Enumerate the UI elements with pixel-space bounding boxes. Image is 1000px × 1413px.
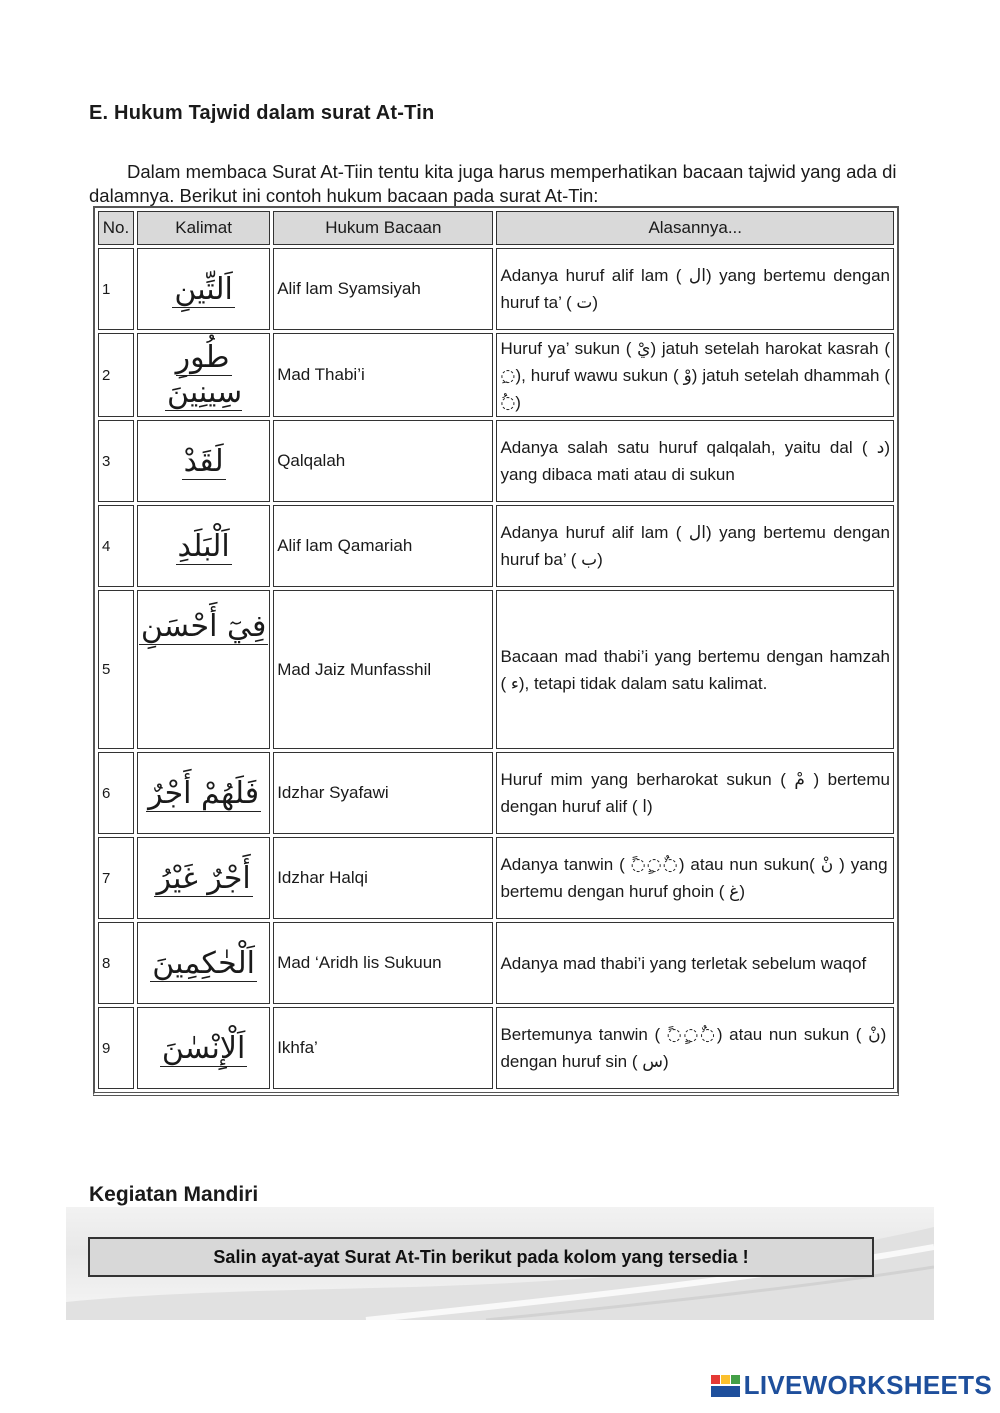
instruction-box: Salin ayat-ayat Surat At-Tin berikut pada kolom yang tersedia ! — [88, 1237, 874, 1277]
row-hukum: Qalqalah — [273, 420, 493, 502]
kalimat-arabic: فَلَهُمْ أَجْرٌ — [148, 775, 260, 811]
instruction-banner — [66, 1207, 934, 1320]
header-no: No. — [98, 211, 134, 245]
row-alasan: Bertemunya tanwin ( ◌ً◌ٍ◌ٌ) atau nun sukun ( نْ) dengan huruf sin ( س) — [496, 1007, 894, 1089]
row-alasan: Huruf ya’ sukun ( يْ) jatuh setelah harokat kasrah ( ◌ِ), huruf wawu sukun ( وْ) jatuh setelah dhammah ( ◌ُ) — [496, 333, 894, 417]
row-hukum: Idzhar Halqi — [273, 837, 493, 919]
kalimat-arabic: اَلْإِنْسٰنَ — [161, 1030, 246, 1066]
table-header-row — [98, 211, 894, 245]
kalimat-arabic: اَلْبَلَدِ — [177, 528, 230, 564]
row-alasan: Adanya mad thabi’i yang terletak sebelum waqof — [496, 922, 894, 1004]
row-no: 9 — [98, 1007, 134, 1089]
row-no: 8 — [98, 922, 134, 1004]
kegiatan-title: Kegiatan Mandiri — [89, 1183, 259, 1206]
row-alasan: Huruf mim yang berharokat sukun ( مْ ) bertemu dengan huruf alif ( ا) — [496, 752, 894, 834]
row-hukum: Mad Jaiz Munfasshil — [273, 590, 493, 749]
footer-logo — [710, 1370, 992, 1401]
section-heading: E. Hukum Tajwid dalam surat At-Tin — [89, 102, 435, 124]
row-kalimat — [137, 922, 270, 1004]
row-kalimat — [137, 505, 270, 587]
table-row — [98, 590, 894, 749]
row-no: 3 — [98, 420, 134, 502]
row-alasan: Adanya huruf alif lam ( ال) yang bertemu dengan huruf ba’ ( ب) — [496, 505, 894, 587]
table-row — [98, 248, 894, 330]
row-kalimat — [137, 752, 270, 834]
row-alasan: Adanya huruf alif lam ( ال) yang bertemu dengan huruf ta’ ( ت) — [496, 248, 894, 330]
tajwid-table-container — [93, 206, 899, 1096]
row-no: 6 — [98, 752, 134, 834]
row-hukum: Idzhar Syafawi — [273, 752, 493, 834]
table-row — [98, 420, 894, 502]
row-alasan: Adanya salah satu huruf qalqalah, yaitu dal ( د) yang dibaca mati atau di sukun — [496, 420, 894, 502]
row-no: 5 — [98, 590, 134, 749]
table-row — [98, 333, 894, 417]
intro-text: Dalam membaca Surat At-Tiin tentu kita juga harus memperhatikan bacaan tajwid yang ada di dalamnya. Berikut ini contoh hukum bacaan pada surat At-Tin: — [89, 161, 897, 206]
header-hukum: Hukum Bacaan — [273, 211, 493, 245]
row-kalimat — [137, 837, 270, 919]
row-kalimat — [137, 248, 270, 330]
row-hukum: Ikhfa’ — [273, 1007, 493, 1089]
table-row — [98, 922, 894, 1004]
header-kalimat: Kalimat — [137, 211, 270, 245]
row-hukum: Alif lam Qamariah — [273, 505, 493, 587]
table-row — [98, 752, 894, 834]
liveworksheets-logo-icon — [710, 1372, 742, 1400]
header-alasan: Alasannya... — [496, 211, 894, 245]
row-hukum: Alif lam Syamsiyah — [273, 248, 493, 330]
row-no: 4 — [98, 505, 134, 587]
table-row — [98, 505, 894, 587]
row-no: 1 — [98, 248, 134, 330]
tajwid-table — [93, 206, 899, 1096]
kalimat-arabic: اَلْحٰكِمِينَ — [152, 945, 255, 981]
row-alasan: Adanya tanwin ( ◌ً◌ٍ◌ٌ) atau nun sukun( نْ ) yang bertemu dengan huruf ghoin ( غ) — [496, 837, 894, 919]
logo-text[interactable]: LIVEWORKSHEETS — [743, 1370, 992, 1400]
kalimat-arabic: أَجْرٌ غَيْرُ — [156, 860, 251, 896]
kalimat-arabic: فِيٓ أَحْسَنِ — [140, 609, 267, 644]
intro-paragraph — [89, 160, 901, 208]
row-kalimat — [137, 1007, 270, 1089]
row-hukum: Mad Thabi’i — [273, 333, 493, 417]
kalimat-arabic: طُورِ سِينِينَ — [167, 340, 243, 410]
row-kalimat — [137, 590, 270, 749]
row-kalimat — [137, 333, 270, 417]
row-no: 2 — [98, 333, 134, 417]
table-row — [98, 1007, 894, 1089]
kalimat-arabic: اَلتِّينِ — [174, 271, 233, 307]
row-kalimat — [137, 420, 270, 502]
kalimat-arabic: لَقَدْ — [183, 443, 224, 479]
row-alasan: Bacaan mad thabi’i yang bertemu dengan hamzah ( ء), tetapi tidak dalam satu kalimat. — [496, 590, 894, 749]
row-no: 7 — [98, 837, 134, 919]
table-row — [98, 837, 894, 919]
row-hukum: Mad ‘Aridh lis Sukuun — [273, 922, 493, 1004]
